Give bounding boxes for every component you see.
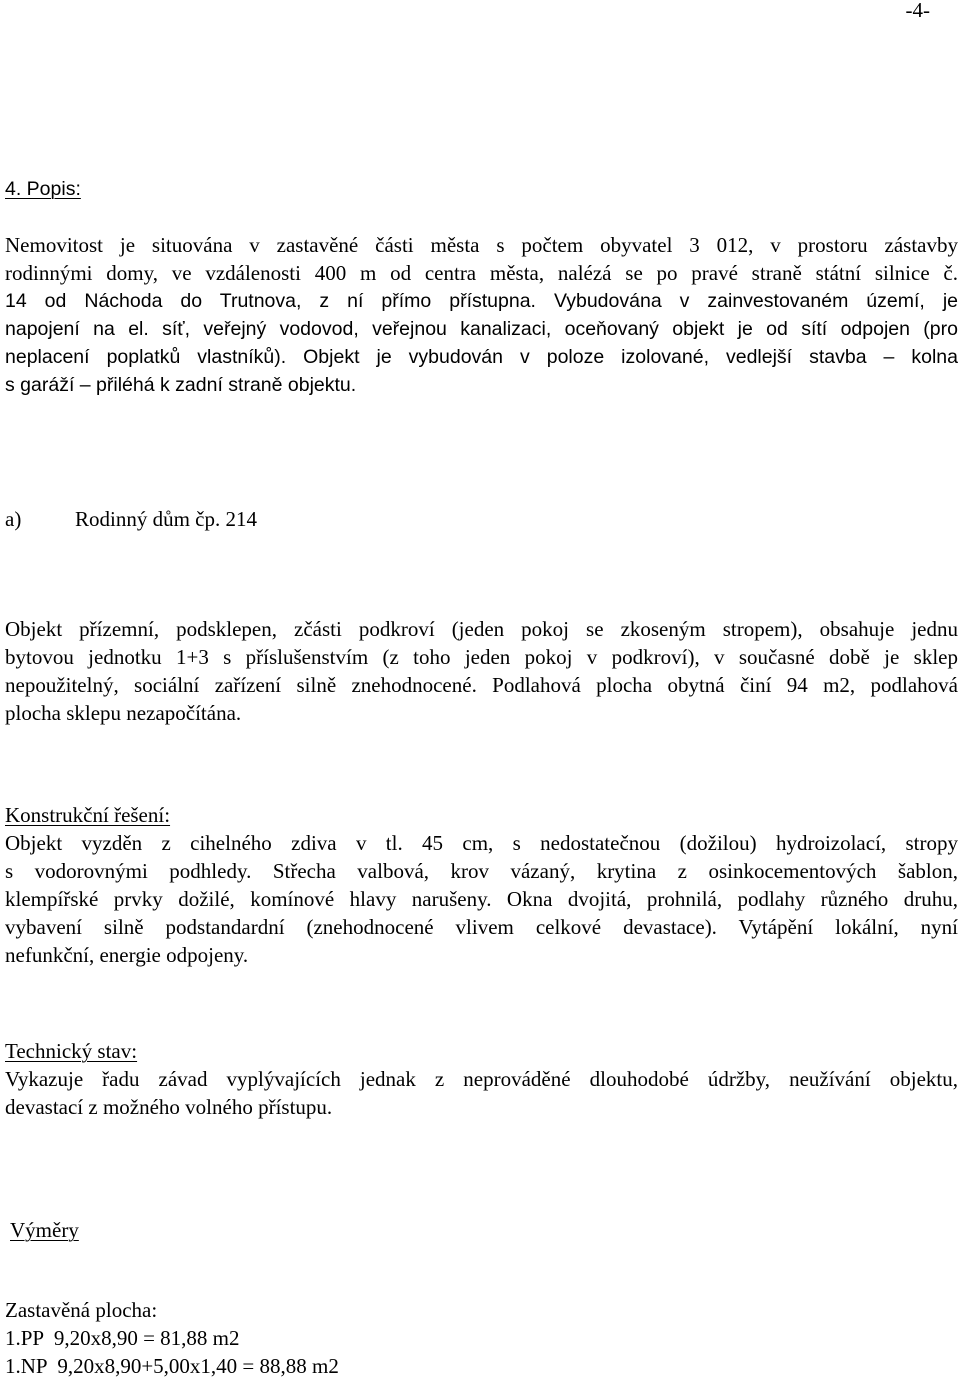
intro-paragraph bbox=[5, 231, 958, 399]
object-line: plocha sklepu nezapočítána. bbox=[5, 701, 242, 725]
construction-line: klempířské prvky dožilé, komínové hlavy narušeny. Okna dvojitá, prohnilá, podlahy různého druhu, bbox=[5, 887, 958, 911]
item-a-heading bbox=[5, 505, 958, 533]
technical-state-section bbox=[5, 1037, 958, 1121]
dimensions-heading: Výměry bbox=[10, 1218, 79, 1242]
built-area-label: Zastavěná plocha: bbox=[5, 1298, 158, 1322]
intro-line: rodinnými domy, ve vzdálenosti 400 m od centra města, nalézá se po pravé straně státní silnice č. bbox=[5, 261, 958, 285]
intro-line: neplacení poplatků vlastníků). Objekt je vybudován v poloze izolované, vedlejší stavba – kolna bbox=[5, 346, 958, 368]
construction-line: nefunkční, energie odpojeny. bbox=[5, 943, 249, 967]
construction-line: vybavení silně podstandardní (znehodnocené vlivem celkové devastace). Vytápění lokální, nyní bbox=[5, 915, 958, 939]
intro-line: s garáží – přiléhá k zadní straně objektu. bbox=[5, 374, 357, 396]
page-number: -4- bbox=[905, 0, 930, 22]
object-line: bytovou jednotku 1+3 s příslušenstvím (z toho jeden pokoj v podkroví), v současné době je sklep bbox=[5, 645, 958, 669]
intro-line: Nemovitost je situována v zastavěné části města s počtem obyvatel 3 012, v prostoru zástavby bbox=[5, 233, 958, 257]
technical-state-heading: Technický stav: bbox=[5, 1039, 138, 1063]
intro-line: 14 od Náchoda do Trutnova, z ní přímo přístupna. Vybudována v zainvestovaném území, je bbox=[5, 290, 958, 312]
dimensions-heading-block bbox=[10, 1216, 960, 1244]
section-heading-text: 4. Popis: bbox=[5, 178, 81, 200]
construction-line: s vodorovnými podhledy. Střecha valbová, krov vázaný, krytina z osinkocementových šablon, bbox=[5, 859, 958, 883]
technical-state-line: devastací z možného volného přístupu. bbox=[5, 1095, 333, 1119]
object-line: nepoužitelný, sociální zařízení silně znehodnocené. Podlahová plocha obytná činí 94 m2, podlahová bbox=[5, 673, 958, 697]
dimension-row: 1.PP 9,20x8,90 = 81,88 m2 bbox=[5, 1326, 240, 1350]
construction-heading: Konstrukční řešení: bbox=[5, 803, 171, 827]
intro-line: napojení na el. síť, veřejný vodovod, veřejnou kanalizaci, oceňovaný objekt je od sítí odpojen (pro bbox=[5, 318, 958, 340]
object-paragraph bbox=[5, 615, 958, 727]
item-a-title: Rodinný dům čp. 214 bbox=[75, 507, 257, 531]
construction-line: Objekt vyzděn z cihelného zdiva v tl. 45 cm, s nedostatečnou (dožilou) hydroizolací, stropy bbox=[5, 831, 958, 855]
object-line: Objekt přízemní, podsklepen, zčásti podkroví (jeden pokoj se zkoseným stropem), obsahuje jednu bbox=[5, 617, 958, 641]
dimension-row: 1.NP 9,20x8,90+5,00x1,40 = 88,88 m2 bbox=[5, 1354, 339, 1378]
item-a-marker: a) bbox=[5, 507, 22, 531]
section-heading bbox=[5, 175, 958, 203]
dimensions-section bbox=[5, 1296, 958, 1380]
construction-section bbox=[5, 801, 958, 969]
technical-state-line: Vykazuje řadu závad vyplývajících jednak z neprováděné dlouhodobé údržby, neužívání objektu, bbox=[5, 1067, 958, 1091]
